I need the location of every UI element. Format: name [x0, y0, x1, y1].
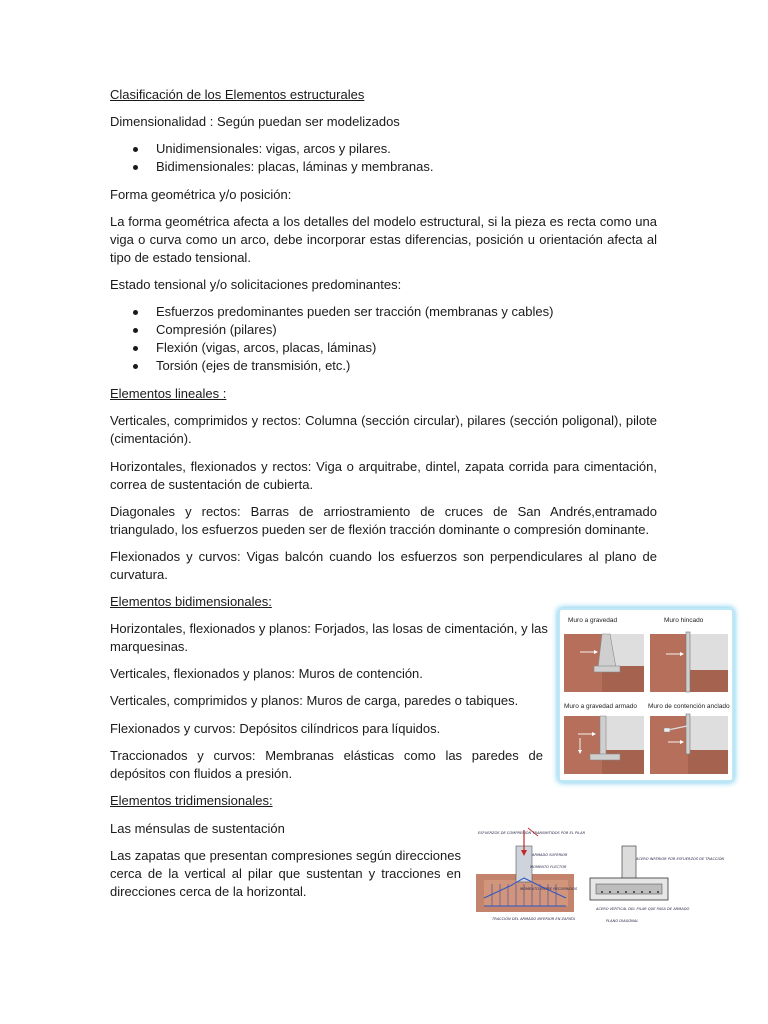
bidimensionales-heading: Elementos bidimensionales:: [110, 594, 272, 609]
text-line: Flexionados y curvos: Vigas balcón cuando los esfuerzos son perpendiculares al plano de: [110, 549, 657, 564]
text-line: correa de sustentación de cubierta.: [110, 477, 314, 492]
text-line: curvatura.: [110, 567, 168, 582]
forma-paragraph: [110, 213, 657, 267]
tridimensionales-heading: Elementos tridimensionales:: [110, 793, 273, 808]
sketch-note: ESFUERZOS DE COMPRESIÓN TRANSMITIDOS POR EL PILAR: [478, 831, 586, 835]
lineales-paragraph-3: [110, 503, 657, 539]
bidimensionales-paragraph-3: Verticales, comprimidos y planos: Muros de carga, paredes o tabiques.: [110, 693, 519, 708]
text-line: Diagonales y rectos: Barras de arriostramiento de cruces de San Andrés,entramado: [110, 504, 657, 519]
panel-anchored-wall: [648, 703, 730, 774]
panel-reinforced-gravity-wall: [564, 703, 644, 774]
footing-sketch-illustration: [470, 826, 725, 930]
estado-list: [110, 303, 553, 375]
panel-caption: Muro hincado: [664, 617, 704, 624]
lineales-paragraph-4: [110, 548, 657, 584]
list-item: Compresión (pilares): [110, 321, 553, 339]
text-line: viga o curva como un arco, debe incorporar estas diferencias, posición u orientación afecta al: [110, 232, 657, 247]
panel-caption: Muro de contención anclado: [648, 703, 730, 710]
retaining-walls-illustration: [560, 610, 732, 780]
text-line: cerca de la vertical al pilar que sustentan y tracciones en: [110, 866, 461, 881]
sketch-note: TRACCIÓN DEL ARMADO INFERIOR EN ZAPATA: [492, 917, 575, 921]
forma-heading: Forma geométrica y/o posición:: [110, 187, 292, 202]
text-line: La forma geométrica afecta a los detalles del modelo estructural, si la pieza es recta como una: [110, 214, 657, 229]
sketch-note: PLANO DIAGONAL: [606, 919, 639, 923]
list-item: Unidimensionales: vigas, arcos y pilares.: [110, 140, 433, 158]
text-line: Las zapatas que presentan compresiones según direcciones: [110, 848, 461, 863]
text-line: Horizontales, flexionados y rectos: Viga o arquitrabe, dintel, zapata corrida para cimentación,: [110, 459, 657, 474]
list-item: Bidimensionales: placas, láminas y membranas.: [110, 158, 433, 176]
text-line: Horizontales, flexionados y planos: Forjados, las losas de cimentación, y las: [110, 621, 548, 636]
lineales-paragraph-1: [110, 412, 657, 448]
sketch-note: ACERO VERTICAL DEL PILAR QUE PASA DE ARMADO: [596, 907, 690, 911]
tridimensionales-paragraph-2: [110, 847, 461, 901]
dimensionalidad-heading: Dimensionalidad : Según puedan ser modelizados: [110, 114, 400, 129]
text-line: Traccionados y curvos: Membranas elásticas como las paredes de: [110, 748, 543, 763]
tridimensionales-paragraph-1: Las ménsulas de sustentación: [110, 821, 285, 836]
sketch-note: MOMENTO FLECTOR: [530, 865, 567, 869]
text-line: direcciones cerca de la horizontal.: [110, 884, 307, 899]
retaining-walls-figure: [560, 610, 732, 780]
text-line: (cimentación).: [110, 431, 192, 446]
document-title: Clasificación de los Elementos estructurales: [110, 87, 365, 102]
panel-caption: Muro a gravedad armado: [564, 703, 637, 710]
list-item: Torsión (ejes de transmisión, etc.): [110, 357, 553, 375]
dimensionalidad-list: [110, 140, 433, 176]
sketch-note: MOMENTO ENTRE RECORRIDOS: [520, 887, 578, 891]
panel-caption: Muro a gravedad: [568, 617, 618, 624]
bidimensionales-paragraph-4: Flexionados y curvos: Depósitos cilíndricos para líquidos.: [110, 721, 441, 736]
list-item: Esfuerzos predominantes pueden ser tracción (membranas y cables): [110, 303, 553, 321]
footing-sketch-left: [476, 828, 586, 921]
lineales-paragraph-2: [110, 458, 657, 494]
sketch-note: ARMADO SUPERIOR: [532, 853, 568, 857]
text-line: Verticales, comprimidos y rectos: Columna (sección circular), pilares (sección poligonal), pilote: [110, 413, 657, 428]
text-line: marquesinas.: [110, 639, 189, 654]
bidimensionales-paragraph-5: [110, 747, 543, 783]
footing-sketch-right: [590, 846, 724, 923]
bidimensionales-paragraph-1: [110, 620, 548, 656]
list-item: Flexión (vigas, arcos, placas, láminas): [110, 339, 553, 357]
sketch-note: ACERO INFERIOR POR ESFUERZOS DE TRACCIÓN: [636, 857, 725, 861]
text-line: tipo de estado tensional.: [110, 250, 251, 265]
footing-sketch-figure: [470, 826, 725, 930]
text-line: triangulado, los esfuerzos pueden ser de flexión tracción dominante o compresión dominante.: [110, 522, 650, 537]
bidimensionales-paragraph-2: Verticales, flexionados y planos: Muros de contención.: [110, 666, 423, 681]
estado-heading: Estado tensional y/o solicitaciones predominantes:: [110, 277, 402, 292]
lineales-heading: Elementos lineales :: [110, 386, 227, 401]
panel-driven-wall: [650, 617, 728, 692]
panel-gravity-wall: [564, 617, 644, 692]
text-line: depósitos con fluidos a presión.: [110, 766, 293, 781]
